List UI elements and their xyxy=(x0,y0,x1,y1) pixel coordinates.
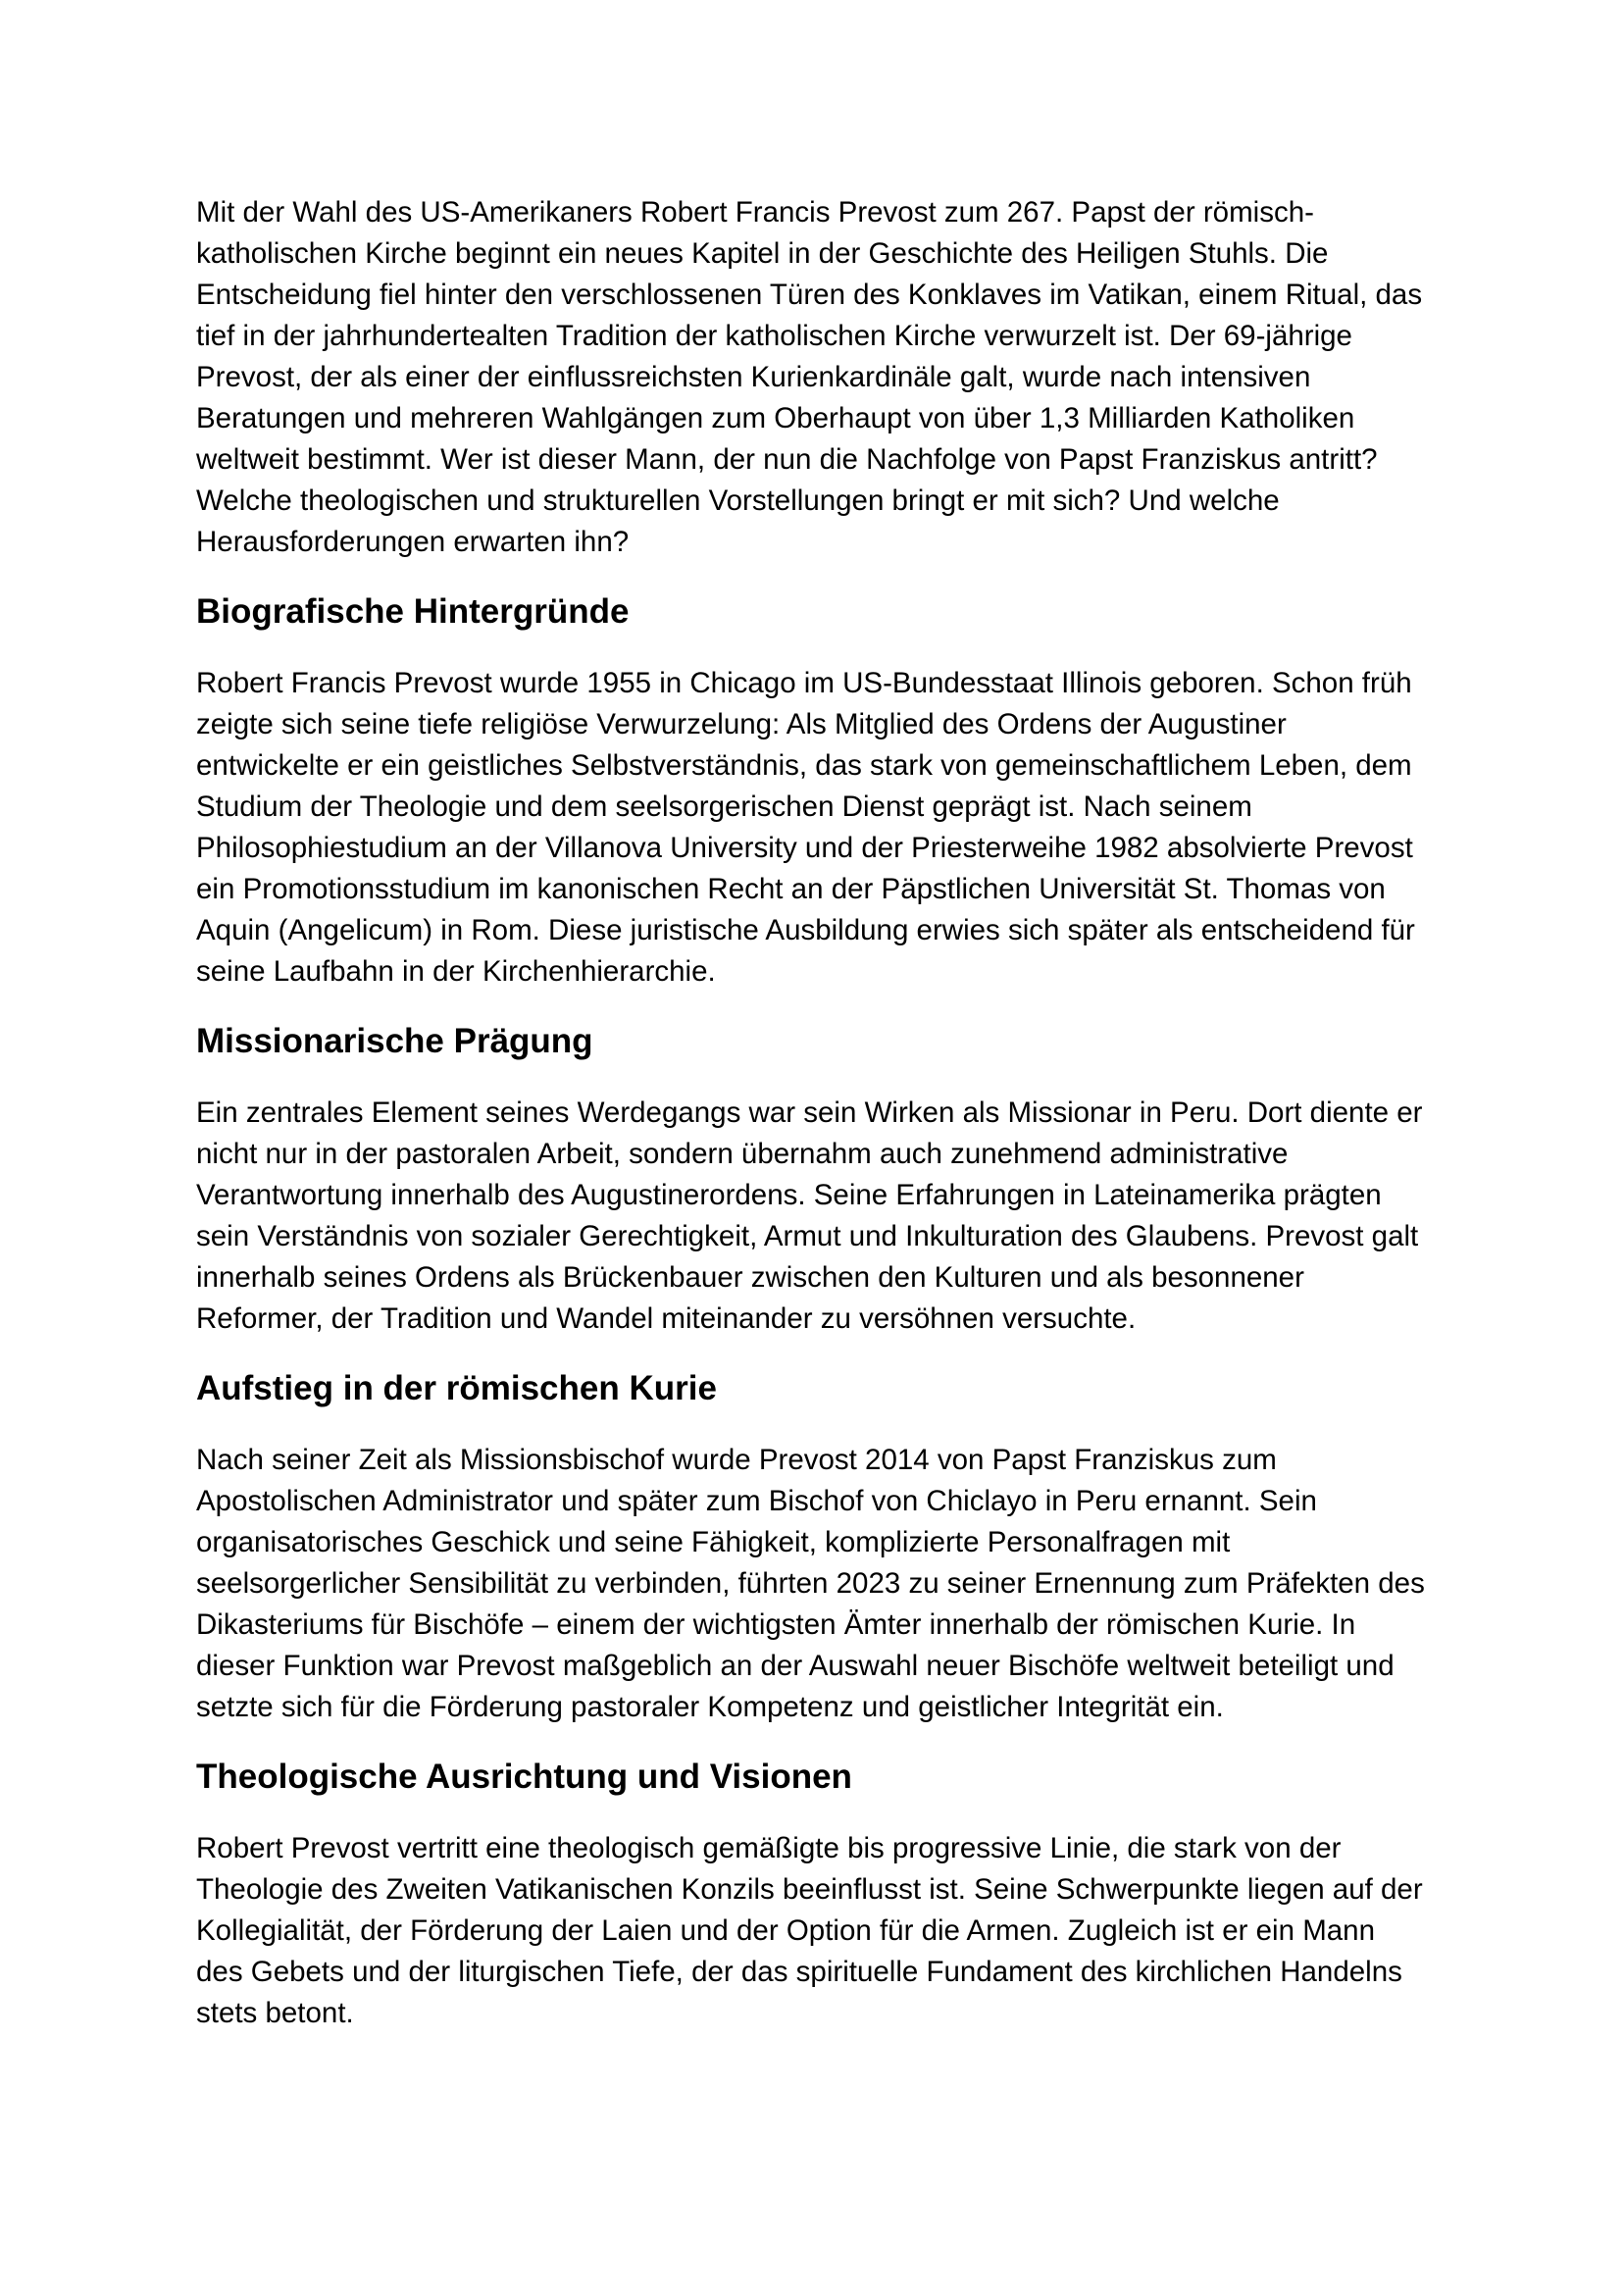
section-heading: Aufstieg in der römischen Kurie xyxy=(196,1369,717,1407)
section-body: Robert Prevost vertritt eine theologisch gemäßigte bis progressive Linie, die stark von der Theologie des Zweiten Vatikanischen Konzils beeinflusst ist. Seine Schwerpunkte liegen auf der Kollegialität, der Förderung der Laien und der Option für die Armen. Zugleich ist er ein Mann des Gebets und der liturgischen Tiefe, der das spirituelle Fundament des kirchlichen Handelns stets betont. xyxy=(196,1832,1423,2029)
document-text-block xyxy=(196,192,1428,2034)
section-body: Robert Francis Prevost wurde 1955 in Chicago im US-Bundesstaat Illinois geboren. Schon früh zeigte sich seine tiefe religiöse Verwurzelung: Als Mitglied des Ordens der Augustiner entwickelte er ein geistliches Selbstverständnis, das stark von gemeinschaftlichem Leben, dem Studium der Theologie und dem seelsorgerischen Dienst geprägt ist. Nach seinem Philosophiestudium an der Villanova University und der Priesterweihe 1982 absolvierte Prevost ein Promotionsstudium im kanonischen Recht an der Päpstlichen Universität St. Thomas von Aquin (Angelicum) in Rom. Diese juristische Ausbildung erwies sich später als entscheidend für seine Laufbahn in der Kirchenhierarchie. xyxy=(196,667,1415,988)
section-heading: Theologische Ausrichtung und Visionen xyxy=(196,1758,852,1796)
section-body: Nach seiner Zeit als Missionsbischof wurde Prevost 2014 von Papst Franziskus zum Apostolischen Administrator und später zum Bischof von Chiclayo in Peru ernannt. Sein organisatorisches Geschick und seine Fähigkeit, komplizierte Personalfragen mit seelsorgerlicher Sensibilität zu verbinden, führten 2023 zu seiner Ernennung zum Präfekten des Dikasteriums für Bischöfe – einem der wichtigsten Ämter innerhalb der römischen Kurie. In dieser Funktion war Prevost maßgeblich an der Auswahl neuer Bischöfe weltweit beteiligt und setzte sich für die Förderung pastoraler Kompetenz und geistlicher Integrität ein. xyxy=(196,1444,1425,1723)
section-heading: Missionarische Prägung xyxy=(196,1022,593,1060)
section-body: Ein zentrales Element seines Werdegangs war sein Wirken als Missionar in Peru. Dort diente er nicht nur in der pastoralen Arbeit, sondern übernahm auch zunehmend administrative Verantwortung innerhalb des Augustinerordens. Seine Erfahrungen in Lateinamerika prägten sein Verständnis von sozialer Gerechtigkeit, Armut und Inkulturation des Glaubens. Prevost galt innerhalb seines Ordens als Brückenbauer zwischen den Kulturen und als besonnener Reformer, der Tradition und Wandel miteinander zu versöhnen versuchte. xyxy=(196,1096,1423,1335)
section-heading: Biografische Hintergründe xyxy=(196,592,630,631)
intro-paragraph: Mit der Wahl des US-Amerikaners Robert Francis Prevost zum 267. Papst der römisch-katholischen Kirche beginnt ein neues Kapitel in der Geschichte des Heiligen Stuhls. Die Entscheidung fiel hinter den verschlossenen Türen des Konklaves im Vatikan, einem Ritual, das tief in der jahrhundertealten Tradition der katholischen Kirche verwurzelt ist. Der 69-jährige Prevost, der als einer der einflussreichsten Kurienkardinäle galt, wurde nach intensiven Beratungen und mehreren Wahlgängen zum Oberhaupt von über 1,3 Milliarden Katholiken weltweit bestimmt. Wer ist dieser Mann, der nun die Nachfolge von Papst Franziskus antritt? Welche theologischen und strukturellen Vorstellungen bringt er mit sich? Und welche Herausforderungen erwarten ihn? xyxy=(196,196,1423,558)
